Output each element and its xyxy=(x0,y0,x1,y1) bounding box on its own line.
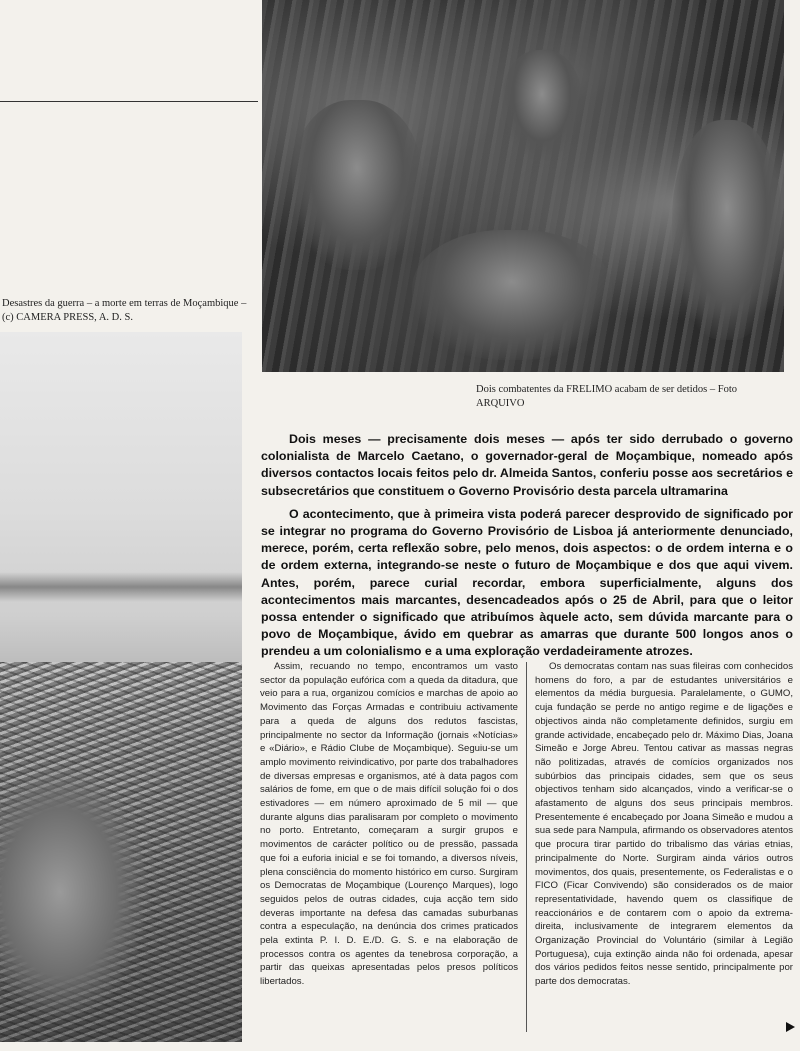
photo-war-disaster xyxy=(0,332,242,1042)
column-divider xyxy=(526,662,527,1032)
body-paragraph: Os democratas contam nas suas fileiras com conhecidos homens do foro, a par de estudantes universitários e elementos da média burguesia. Paralelamente, o GUMO, cuja fundação se perde no antigo regime e de ligações e objectivos ainda não completamente definidos, surgiu em grande actividade, encabeçado pelo dr. Máximo Dias, Joana Simeão e Jorge Abreu. Tentou cativar as massas negras não politizadas, através de comícios organizados nos subúrbios das principais cidades, sem que os seus objectivos tenham sido alcançados, vindo a verificar-se o afastamento de alguns dos seus principais membros. Presentemente é encabeçado por Joana Simeão e mudou a sua sede para Nampula, afirmando os observadores atentos que procura tirar partido do tribalismo das várias etnias, principalmente do Norte. Surgiram ainda vários outros movimentos, dos quais, presentemente, os Federalistas e o FICO (Ficar Convivendo) são considerados os de maior representatividade, havendo quem os classifique de reaccionários e de contarem com o apoio da extrema-direita, inclusivamente de integrarem elementos da Organização Provincial do Voluntário (similar à Legião Portuguesa), cuja extinção ainda não foi ordenada, apesar dos vários pedidos feitos nesse sentido, principalmente por parte dos democratas. xyxy=(535,661,793,988)
intro-paragraph: O acontecimento, que à primeira vista poderá parecer desprovido de significado por se integrar no programa do Governo Provisório de Lisboa já anteriormente denunciado, merece, porém, certa reflexão sobre, pelo menos, dois aspectos: o de ordem interna e o de ordem externa, integrando-se neste o futuro de Moçambique e dos que aqui vivem. Antes, porém, parece curial recordar, embora superficialmente, alguns dos acontecimentos mais marcantes, desencadeados após o 25 de Abril, para que o leitor possa entender o significado que atribuímos àquele acto, sem dúvida marcante para o povo de Moçambique, ávido em quebrar as amarras que durante 500 longos anos o prendeu a um colonialismo e a uma exploração verdadeiramente atrozes. xyxy=(261,506,793,659)
article-intro xyxy=(261,431,793,667)
body-column-right xyxy=(535,660,793,989)
top-rule xyxy=(0,101,258,102)
body-column-left xyxy=(260,660,518,989)
intro-paragraph: Dois meses — precisamente dois meses — após ter sido derrubado o governo colonialista de Marcelo Caetano, o governador-geral de Moçambique, nomeado após diversos contactos locais feitos pelo dr. Almeida Santos, conferiu posse aos secretários e subsecretários que constituem o Governo Provisório desta parcela ultramarina xyxy=(261,432,793,498)
end-of-page-arrow-icon xyxy=(786,1022,795,1032)
top-photo-caption: Dois combatentes da FRELIMO acabam de ser detidos – Foto ARQUIVO xyxy=(476,384,737,409)
photo-frelimo-combatants xyxy=(262,0,784,372)
body-paragraph: Assim, recuando no tempo, encontramos um vasto sector da população eufórica com a queda da ditadura, que veio para a rua, organizou comícios e marchas de apoio ao Movimento das Forças Armadas e contribuiu activamente para a queda de alguns dos redutos fascistas, principalmente no sector da Informação (jornais «Notícias» e «Diário», e Rádio Clube de Moçambique). Seguiu-se um amplo movimento reivindicativo, por parte dos trabalhadores de diversas empresas e organismos, até à data pagos com salários de fome, em que o de mais difícil solução foi o dos estivadores — em número aproximado de 5 mil — que durante alguns dias paralisaram por completo o movimento no porto. Entretanto, começaram a surgir grupos e movimentos de carácter político ou de pressão, passada que foi a euforia inicial e se foi tomando, a diversos níveis, plena consciência do momento histórico em curso. Surgiram os Democratas de Moçambique (Lourenço Marques), logo seguidos pelos de outras cidades, cuja acção tem sido deveras importante na defesa das camadas suburbanas contra a especulação, na denúncia dos crimes praticados pela extinta P. I. D. E./D. G. S. e na elaboração de processos contra os agentes da tenebrosa corporação, a partir das queixas apresentadas pelos presos políticos libertados. xyxy=(260,661,518,988)
left-photo-caption: Desastres da guerra – a morte em terras de Moçambique – (c) CAMERA PRESS, A. D. S. xyxy=(2,298,247,323)
